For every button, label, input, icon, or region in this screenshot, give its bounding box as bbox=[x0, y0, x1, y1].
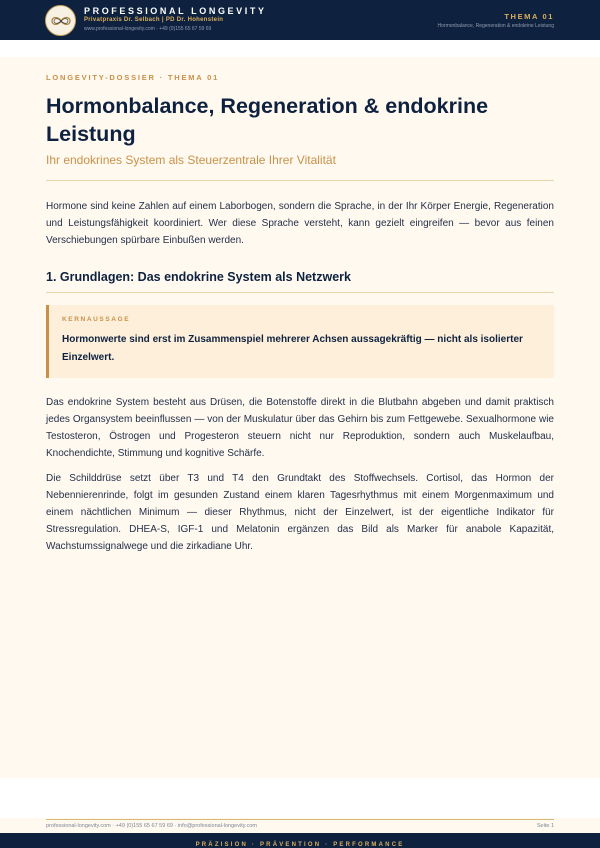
document-subtitle: Ihr endokrines System als Steuerzentrale Ihrer Vitalität bbox=[46, 153, 336, 167]
footer-tagline: PRÄZISION · PRÄVENTION · PERFORMANCE bbox=[195, 842, 405, 848]
infinity-icon bbox=[50, 15, 72, 27]
header-spacer bbox=[0, 40, 600, 57]
bottom-bar bbox=[0, 833, 600, 848]
section-heading: 1. Grundlagen: Das endokrine System als Netzwerk bbox=[46, 270, 351, 284]
brand-logo bbox=[45, 5, 76, 36]
key-statement-callout bbox=[46, 305, 554, 378]
title-divider bbox=[46, 180, 554, 181]
brand-contact: www.professional-longevity.com · +49 (0)155 65 67 59 69 bbox=[84, 26, 212, 32]
theme-tag: THEMA 01 bbox=[504, 12, 554, 21]
theme-title: Hormonbalance, Regeneration & endokrine Leistung bbox=[437, 23, 554, 29]
page-header bbox=[0, 0, 600, 40]
section-divider bbox=[46, 292, 554, 293]
document-eyebrow: LONGEVITY-DOSSIER · THEMA 01 bbox=[46, 73, 220, 82]
footer-spacer bbox=[0, 778, 600, 818]
intro-paragraph: Hormone sind keine Zahlen auf einem Laborbogen, sondern die Sprache, in der Ihr Körper Energie, Regeneration und Leistungsfähigkeit koordiniert. Wer diese Sprache versteht, kann gezielt eingreifen — bevor aus feinen Verschiebungen spürbare Einbußen werden. bbox=[46, 201, 554, 246]
brand-name: PROFESSIONAL LONGEVITY bbox=[84, 6, 267, 16]
page-number: Seite 1 bbox=[536, 823, 554, 829]
callout-text: Hormonwerte sind erst im Zusammenspiel mehrerer Achsen aussagekräftig — nicht als isolierter Einzelwert. bbox=[62, 334, 523, 363]
body-paragraph: Das endokrine System besteht aus Drüsen, die Botenstoffe direkt in die Blutbahn abgeben und damit praktisch jedes Organsystem beeinflussen — von der Muskulatur über das Gehirn bis zum Fettgewebe. Sexualhormone wie Testosteron, Östrogen und Progesteron steuern nicht nur Reproduktion, sondern auch Muskelaufbau, Knochendichte, Stimmung und kognitive Schärfe. bbox=[46, 397, 554, 459]
header-theme bbox=[438, 12, 554, 29]
body-paragraph: Die Schilddrüse setzt über T3 und T4 den Grundtakt des Stoffwechsels. Cortisol, das Hormon der Nebennierenrinde, folgt im gesunden Zustand einem klaren Tagesrhythmus mit einem Morgenmaximum und einem nächtlichen Minimum — dieser Rhythmus, nicht der Einzelwert, ist der eigentliche Indikator für Stressregulation. DHEA-S, IGF-1 und Melatonin ergänzen das Bild als Marker für anabole Kapazität, Wachstumssignalwege und die zirkadiane Uhr. bbox=[46, 473, 554, 552]
footer-contact: professional-longevity.com · +49 (0)155 65 67 59 69 · info@professional-longevity.com bbox=[46, 823, 257, 829]
document-title: Hormonbalance, Regeneration & endokrine Leistung bbox=[46, 94, 489, 146]
document-body bbox=[46, 73, 554, 555]
footer-divider bbox=[46, 819, 554, 820]
brand-subtitle: Privatpraxis Dr. Selbach | PD Dr. Hohenstein bbox=[84, 17, 224, 23]
callout-label: KERNAUSSAGE bbox=[62, 316, 131, 323]
